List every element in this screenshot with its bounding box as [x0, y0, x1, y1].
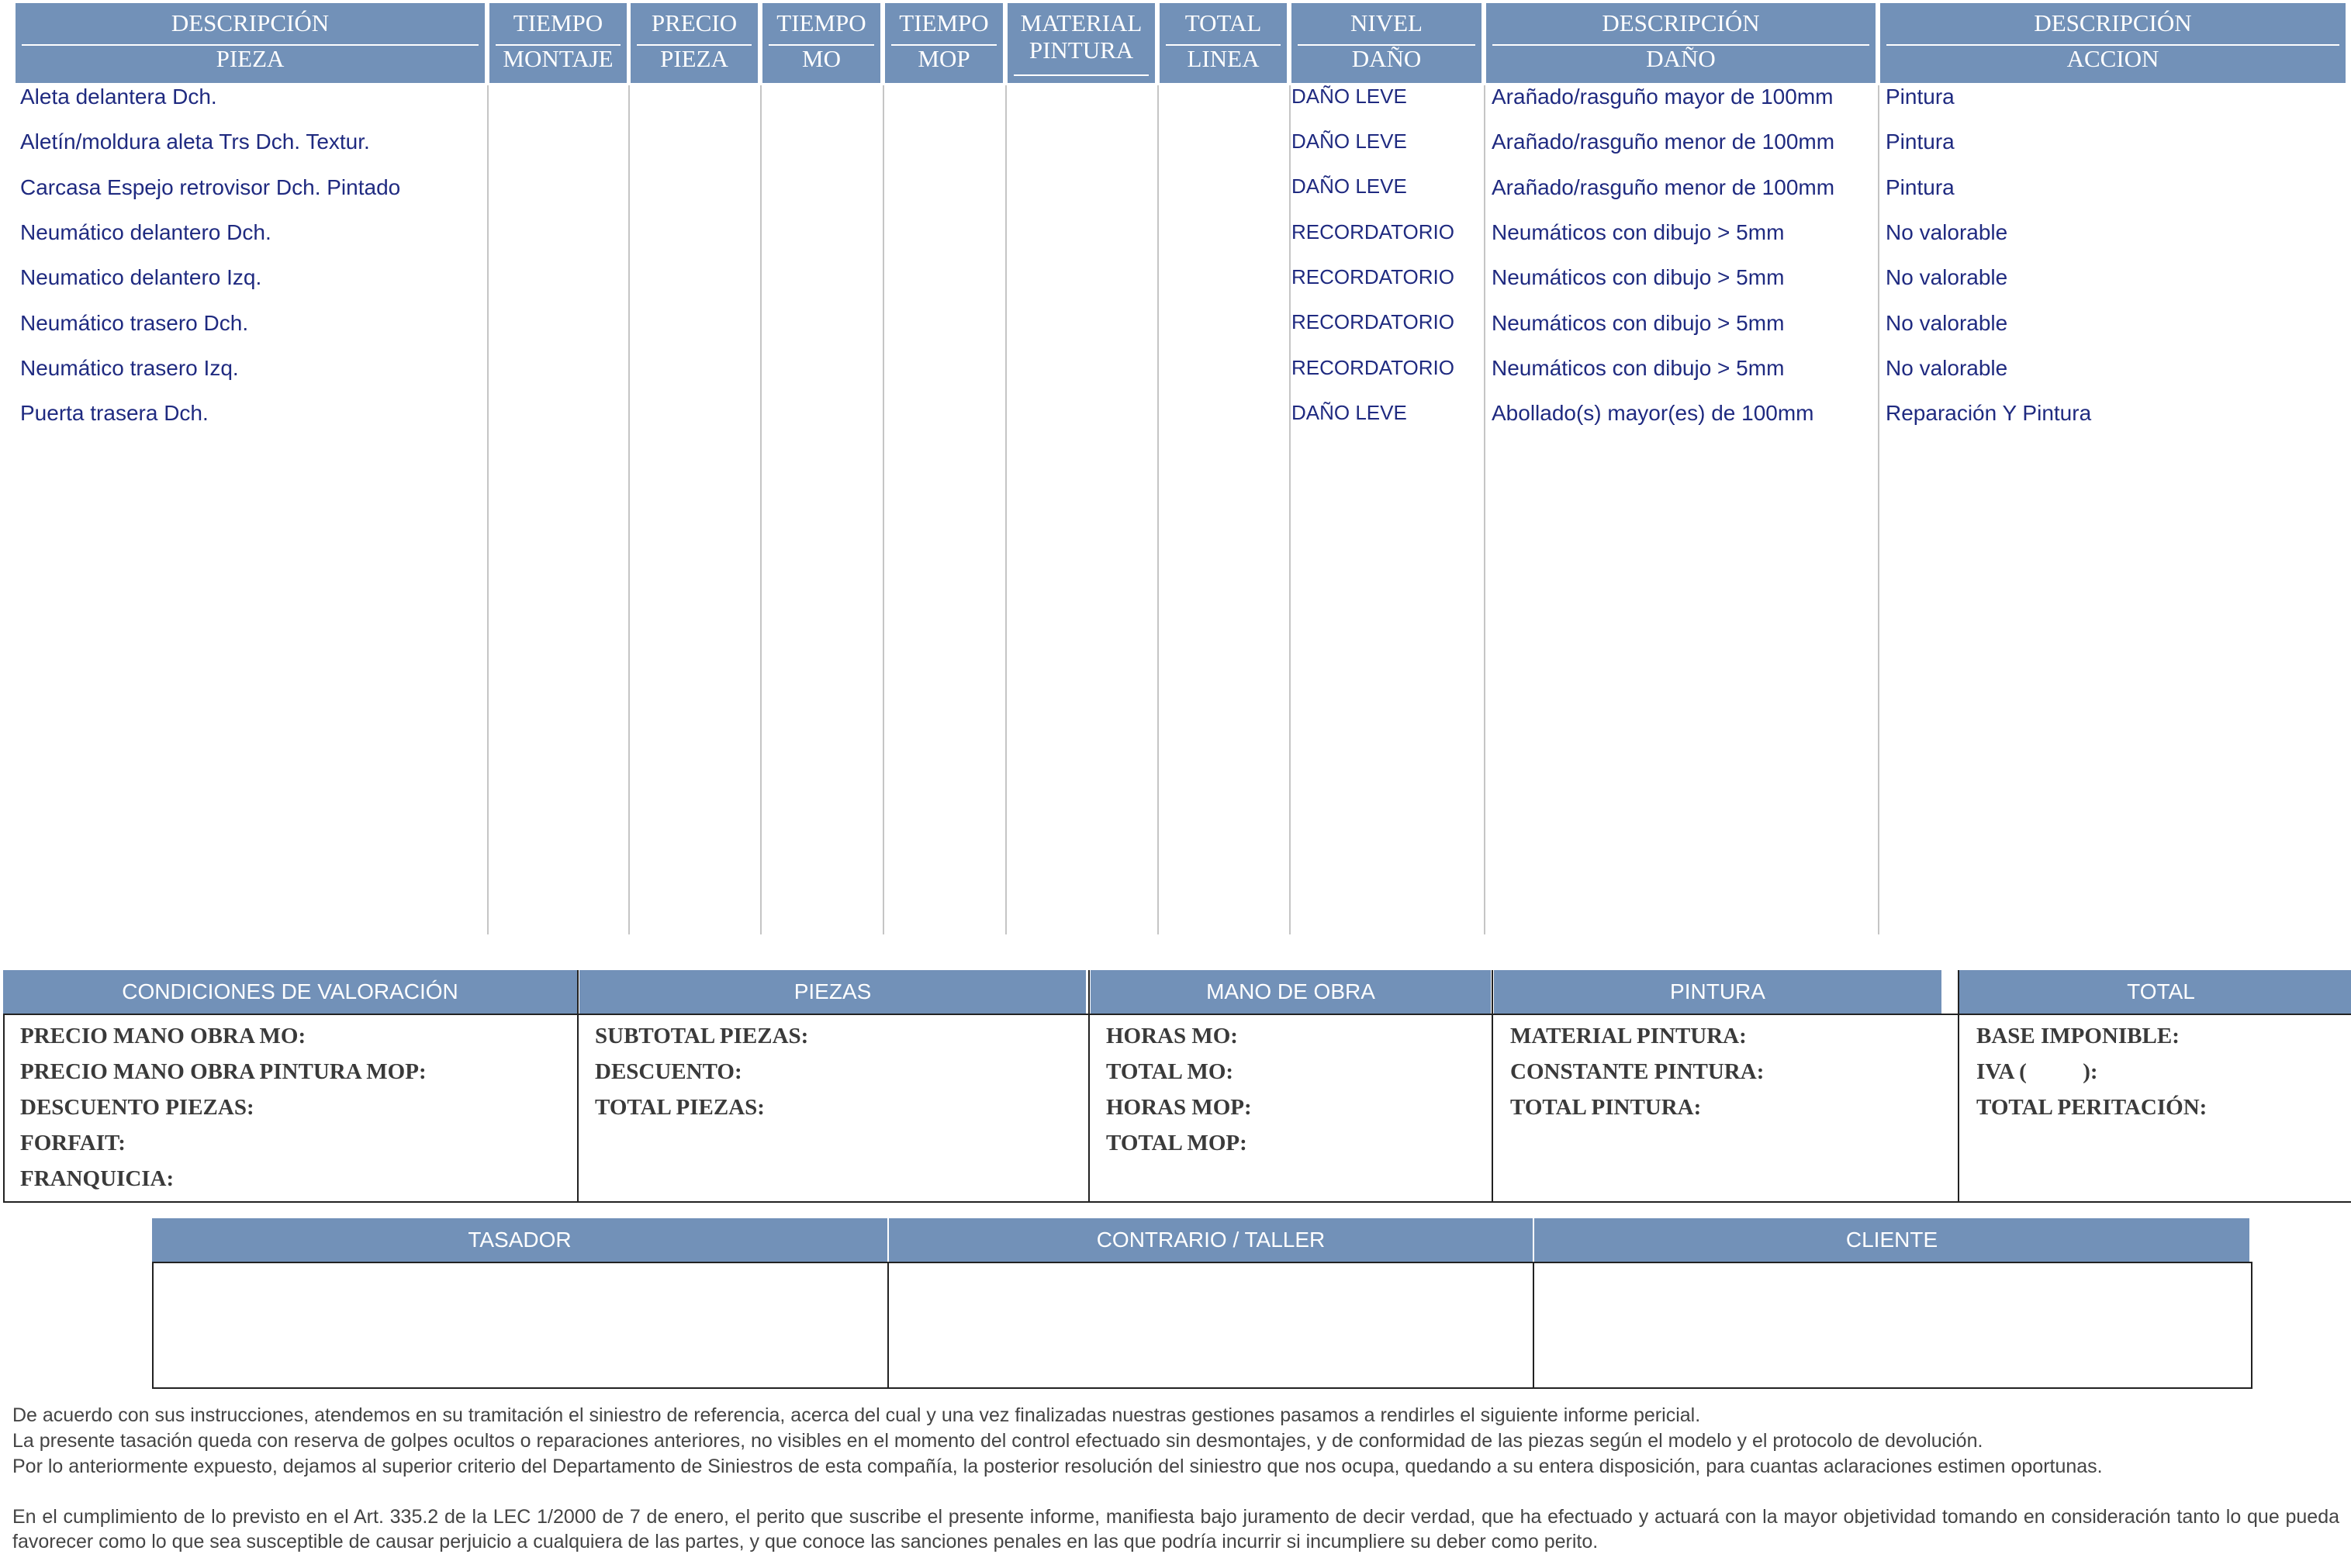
cell-descripcion-dano: Arañado/rasguño menor de 100mm	[1492, 130, 1835, 154]
footer-paragraph-3: Por lo anteriormente expuesto, dejamos al superior criterio del Departamento de Siniestros de esta compañía, la posterior resolución del siniestro que nos ocupa, quedando a su entera disposición, para cuantas aclaraciones estimen oportunas.	[12, 1456, 2103, 1477]
label-total-pintura: TOTAL PINTURA:	[1510, 1095, 1702, 1120]
cell-descripcion-dano: Neumáticos con dibujo > 5mm	[1492, 311, 1785, 335]
header-descripcion-pieza: DESCRIPCIÓN PIEZA	[16, 3, 485, 83]
signature-box-contrario-taller[interactable]	[887, 1262, 1537, 1389]
signature-box-cliente[interactable]	[1533, 1262, 2252, 1389]
label-base-imponible: BASE IMPONIBLE:	[1976, 1024, 2180, 1048]
label-total-peritacion: TOTAL PERITACIÓN:	[1976, 1095, 2208, 1120]
header-precio-pieza: PRECIO PIEZA	[631, 3, 758, 83]
label-precio-mop: PRECIO MANO OBRA PINTURA MOP:	[20, 1059, 427, 1084]
cell-nivel: RECORDATORIO	[1291, 310, 1454, 333]
cell-nivel: DAÑO LEVE	[1291, 401, 1407, 424]
cell-nivel: DAÑO LEVE	[1291, 130, 1407, 153]
summary-divider	[577, 970, 579, 1201]
column-divider	[1289, 85, 1291, 934]
header-descripcion-dano: DESCRIPCIÓN DAÑO	[1486, 3, 1876, 83]
cell-descripcion-dano: Arañado/rasguño menor de 100mm	[1492, 175, 1835, 199]
cell-pieza: Aleta delantera Dch.	[20, 85, 217, 109]
column-divider	[760, 85, 762, 934]
footer-paragraph-1: De acuerdo con sus instrucciones, atendemos en su tramitación el siniestro de referencia, acerca del cual y una vez finalizadas nuestras gestiones pasamos a rendirles el siguiente informe pericial.	[12, 1404, 1701, 1426]
cell-accion: No valorable	[1886, 220, 2008, 244]
label-total-mo: TOTAL MO:	[1106, 1059, 1234, 1084]
header-total-linea: TOTAL LINEA	[1160, 3, 1287, 83]
label-descuento-piezas: DESCUENTO PIEZAS:	[20, 1095, 254, 1120]
header-cliente: CLIENTE	[1534, 1218, 2249, 1262]
label-horas-mop: HORAS MOP:	[1106, 1095, 1252, 1120]
cell-descripcion-dano: Neumáticos con dibujo > 5mm	[1492, 356, 1785, 380]
cell-pieza: Neumático delantero Dch.	[20, 220, 271, 244]
header-tasador: TASADOR	[152, 1218, 887, 1262]
cell-nivel: DAÑO LEVE	[1291, 174, 1407, 198]
signature-box-tasador[interactable]	[152, 1262, 892, 1389]
header-piezas: PIEZAS	[579, 970, 1086, 1014]
cell-accion: Reparación Y Pintura	[1886, 401, 2092, 425]
cell-pieza: Aletín/moldura aleta Trs Dch. Textur.	[20, 130, 370, 154]
cell-nivel: RECORDATORIO	[1291, 356, 1454, 379]
column-divider	[1157, 85, 1159, 934]
label-total-piezas: TOTAL PIEZAS:	[595, 1095, 765, 1120]
header-condiciones: CONDICIONES DE VALORACIÓN	[3, 970, 577, 1014]
column-divider	[1484, 85, 1485, 934]
label-total-mop: TOTAL MOP:	[1106, 1131, 1247, 1155]
label-franquicia: FRANQUICIA:	[20, 1166, 175, 1191]
cell-nivel: DAÑO LEVE	[1291, 85, 1407, 108]
cell-accion: No valorable	[1886, 265, 2008, 289]
label-forfait: FORFAIT:	[20, 1131, 126, 1155]
header-contrario-taller: CONTRARIO / TALLER	[889, 1218, 1533, 1262]
header-mano-obra: MANO DE OBRA	[1091, 970, 1491, 1014]
label-iva: IVA ( ):	[1976, 1059, 2098, 1084]
column-divider	[1005, 85, 1007, 934]
cell-pieza: Carcasa Espejo retrovisor Dch. Pintado	[20, 175, 401, 199]
cell-accion: No valorable	[1886, 311, 2008, 335]
column-divider	[1878, 85, 1879, 934]
cell-pieza: Neumático trasero Dch.	[20, 311, 249, 335]
column-divider	[883, 85, 884, 934]
cell-accion: Pintura	[1886, 85, 1955, 109]
column-divider	[628, 85, 630, 934]
cell-pieza: Puerta trasera Dch.	[20, 401, 209, 425]
cell-descripcion-dano: Neumáticos con dibujo > 5mm	[1492, 265, 1785, 289]
column-divider	[487, 85, 489, 934]
cell-descripcion-dano: Abollado(s) mayor(es) de 100mm	[1492, 401, 1814, 425]
header-tiempo-mop: TIEMPO MOP	[885, 3, 1003, 83]
header-tiempo-montaje: TIEMPO MONTAJE	[489, 3, 627, 83]
header-tiempo-mo: TIEMPO MO	[762, 3, 880, 83]
header-total: TOTAL	[1959, 970, 2351, 1014]
footer-paragraph-2: La presente tasación queda con reserva de golpes ocultos o reparaciones anteriores, no visibles en el momento del control efectuado sin desmontajes, y de conformidad de las piezas según el modelo y el protocolo de devolución.	[12, 1430, 1983, 1452]
header-material-pintura: MATERIAL PINTURA	[1008, 3, 1155, 83]
cell-nivel: RECORDATORIO	[1291, 265, 1454, 288]
cell-descripcion-dano: Arañado/rasguño mayor de 100mm	[1492, 85, 1834, 109]
summary-divider	[1958, 970, 1959, 1201]
label-subtotal-piezas: SUBTOTAL PIEZAS:	[595, 1024, 809, 1048]
header-nivel-dano: NIVEL DAÑO	[1291, 3, 1481, 83]
cell-descripcion-dano: Neumáticos con dibujo > 5mm	[1492, 220, 1785, 244]
label-horas-mo: HORAS MO:	[1106, 1024, 1238, 1048]
label-descuento: DESCUENTO:	[595, 1059, 742, 1084]
cell-accion: Pintura	[1886, 175, 1955, 199]
cell-nivel: RECORDATORIO	[1291, 220, 1454, 243]
footer-paragraph-4: En el cumplimiento de lo previsto en el Art. 335.2 de la LEC 1/2000 de 7 de enero, el perito que suscribe el presente informe, manifiesta bajo juramento de decir verdad, que ha efectuado y actuará con la mayor objetividad tomando en consideración tanto lo que pueda favorecer como lo que sea susceptible de causar perjuicio a cualquiera de las partes, y que conoce las sanciones penales en las que podría incurrir si incumpliere su deber como perito.	[12, 1506, 2339, 1552]
label-precio-mo: PRECIO MANO OBRA MO:	[20, 1024, 306, 1048]
label-material-pintura: MATERIAL PINTURA:	[1510, 1024, 1747, 1048]
summary-divider	[1492, 970, 1493, 1201]
header-pintura: PINTURA	[1494, 970, 1941, 1014]
label-constante-pintura: CONSTANTE PINTURA:	[1510, 1059, 1765, 1084]
cell-pieza: Neumatico delantero Izq.	[20, 265, 262, 289]
cell-pieza: Neumático trasero Izq.	[20, 356, 239, 380]
cell-accion: Pintura	[1886, 130, 1955, 154]
cell-accion: No valorable	[1886, 356, 2008, 380]
header-descripcion-accion: DESCRIPCIÓN ACCION	[1880, 3, 2346, 83]
summary-divider	[1088, 970, 1090, 1201]
header-bottom-rule	[3, 1014, 2351, 1015]
